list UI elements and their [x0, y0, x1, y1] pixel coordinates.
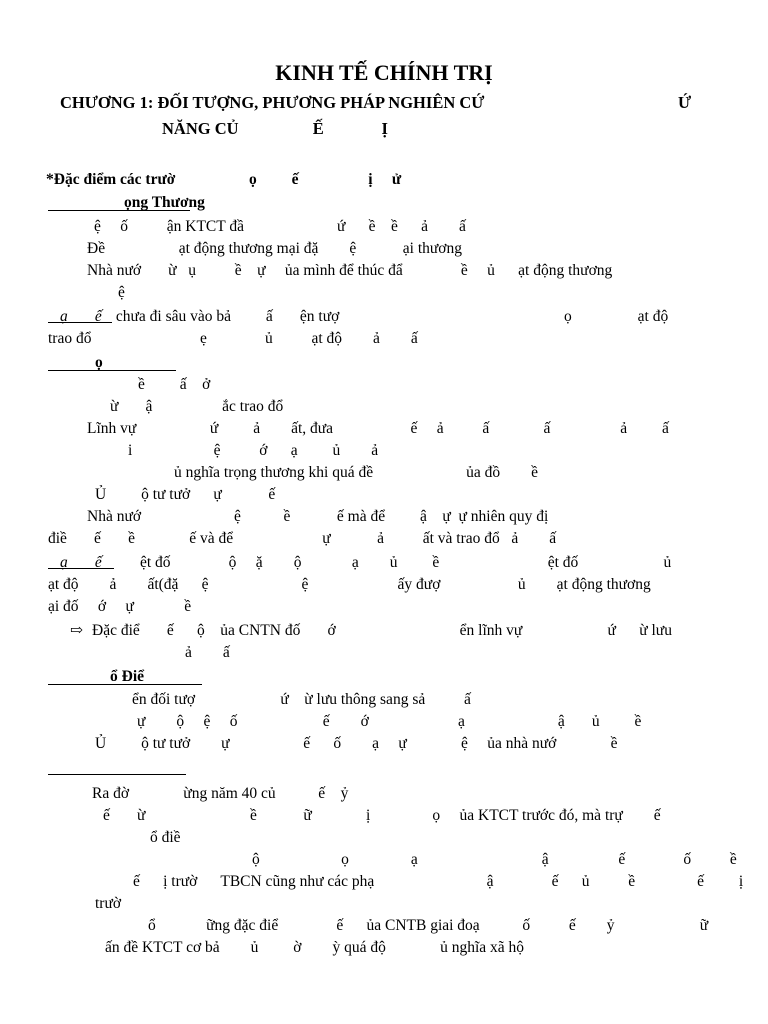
chapter-heading-line1: CHƯƠNG 1: ĐỐI TƯỢNG, PHƯƠNG PHÁP NGHIÊN CỨ [60, 93, 485, 112]
section-heading-trong-thuong: ọng Thương [124, 194, 205, 211]
text-line: ế ị trườ TBCN cũng như các phạ ậ ế ủ ề ế ị [133, 873, 744, 890]
text-line: ại đố ớ ự ề [48, 598, 192, 615]
text-line: ự ộ ệ ố ế ớ ạ ậ ủ ề [137, 713, 642, 730]
text-line: Nhà nướ ừ ụ ề ự ủa mình để thúc đẩ ề ủ ạt động thương [87, 262, 613, 279]
text-line: ừ ậ ắc trao đổ [110, 398, 284, 415]
text-line: ển đối tượ ứ ừ lưu thông sang sả ấ [132, 691, 471, 708]
section-underline [48, 370, 176, 371]
text-line: Nhà nướ ệ ề ế mà để ậ ự ự nhiên quy đị [87, 508, 549, 525]
text-line: Đặc điể ế ộ ủa CNTN đố ớ ển lĩnh vự ứ ừ lưu [92, 622, 672, 639]
text-line: ả ấ [185, 644, 230, 661]
text-line: ệt đố ộ ặ ộ ạ ủ ề ệt đố ủ [140, 554, 672, 571]
text-line: ủ nghĩa trọng thương khi quá đề ủa đồ ề [174, 464, 539, 481]
section-heading: ổ Điể [110, 668, 145, 685]
text-line: i ệ ớ ạ ủ ả [128, 442, 379, 459]
italic-label: ạ ế [60, 554, 102, 571]
text-line: ệ [118, 284, 125, 301]
text-line: Ủ ộ tư tưở ự ế [95, 486, 276, 503]
text-line: Ra đờ ừng năm 40 củ ế ỷ [92, 785, 349, 802]
text-line: Ủ ộ tư tưở ự ế ố ạ ự ệ ủa nhà nướ ề [95, 735, 618, 752]
section-heading: ọ [95, 354, 103, 371]
text-line: ệ ố ận KTCT đầ ứ ề ề ả ấ [94, 218, 466, 235]
arrow-icon: ⇨ [70, 622, 83, 639]
document-title: KINH TẾ CHÍNH TRỊ [275, 60, 493, 85]
text-line: Lĩnh vự ứ ả ất, đưa ế ả ấ ấ ả ấ [87, 420, 669, 437]
section-underline [48, 774, 186, 775]
chapter-heading-line2: NĂNG CỦ Ế Ị [162, 119, 388, 138]
text-line: chưa đi sâu vào bả ấ ện tượ ọ ạt độ [112, 308, 669, 325]
text-line: ề ấ ở [138, 376, 211, 393]
text-line: trao đổ ẹ ủ ạt độ ả ấ [48, 330, 418, 347]
text-line: ộ ọ ạ ậ ế ố ề [252, 851, 737, 868]
text-line: trườ [95, 895, 122, 912]
italic-label: ạ ế [60, 308, 102, 325]
text-line: Đề ạt động thương mại đặ ệ ại thương [87, 240, 463, 257]
text-line: ổ ững đặc điể ế ủa CNTB giai đoạ ố ế ỷ ữ [148, 917, 709, 934]
chapter-heading-line1-end: Ứ [678, 93, 692, 112]
text-line: ạt độ ả ất(đặ ệ ệ ấy đượ ủ ạt động thương [48, 576, 651, 593]
section-intro-heading: *Đặc điểm các trườ ọ ế ị ử [46, 171, 402, 188]
text-line: ấn đề KTCT cơ bả ủ ờ ỳ quá độ ủ nghĩa xã hộ [105, 939, 525, 956]
text-line: điề ế ề ế và để ự ả ất và trao đổ ả ấ [48, 530, 557, 547]
text-line: ế ừ ề ữ ị ọ ủa KTCT trước đó, mà trự ế [103, 807, 661, 824]
text-line: ổ điề [150, 829, 181, 846]
